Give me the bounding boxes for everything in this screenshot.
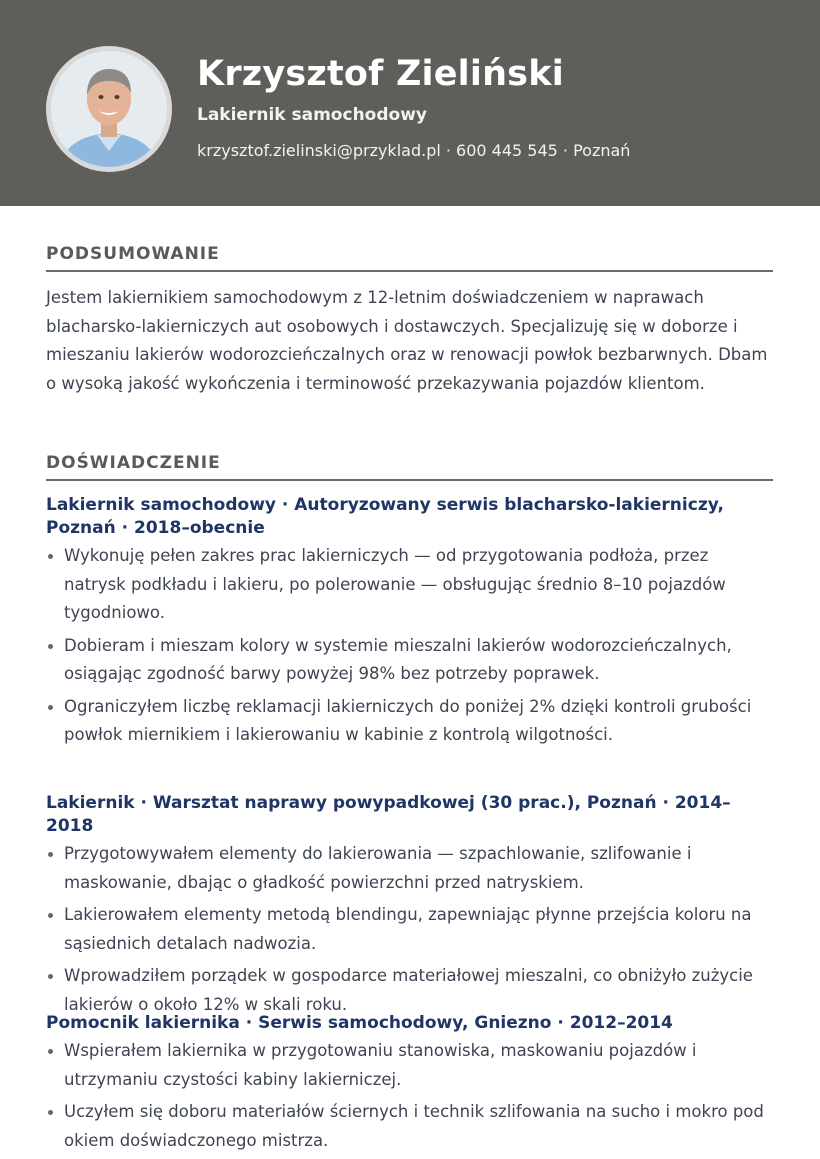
summary-heading: PODSUMOWANIE [46, 244, 773, 272]
experience-entry [46, 494, 773, 754]
list-item [46, 962, 773, 1019]
summary-text: Jestem lakiernikiem samochodowym z 12-letnim doświadczeniem w naprawach blacharsko-lakierniczych aut osobowych i dostawczych. Specjalizuję się w doborze i mieszaniu lakierów wodorozcieńczalnych oraz w renowacji powłok bezbarwnych. Dbam o wysoką jakość wykończenia i terminowość przekazywania pojazdów klientom. [46, 288, 768, 393]
job-bullet-list [46, 1037, 773, 1155]
bullet-icon [48, 1049, 53, 1054]
bullet-icon [48, 913, 53, 918]
list-item [46, 542, 773, 628]
list-item [46, 632, 773, 689]
list-item [46, 840, 773, 897]
bullet-text: Lakierowałem elementy metodą blendingu, zapewniając płynne przejścia koloru na sąsiednich detalach nadwozia. [64, 905, 752, 953]
list-item [46, 901, 773, 958]
profile-photo [51, 51, 167, 167]
list-item [46, 693, 773, 750]
candidate-name: Krzysztof Zieliński [197, 54, 564, 94]
bullet-icon [48, 1110, 53, 1115]
job-heading: Lakiernik samochodowy · Autoryzowany serwis blacharsko-lakierniczy, Poznań · 2018–obecnie [46, 495, 724, 538]
list-item [46, 1098, 773, 1155]
bullet-text: Ograniczyłem liczbę reklamacji lakierniczych do poniżej 2% dzięki kontroli grubości powłok miernikiem i lakierowaniu w kabinie z kontrolą wilgotności. [64, 696, 752, 744]
experience-entry [46, 792, 773, 1023]
job-bullet-list [46, 542, 773, 750]
bullet-icon [48, 705, 53, 710]
contact-line: krzysztof.zielinski@przyklad.pl · 600 445 545 · Poznań [197, 141, 631, 160]
bullet-text: Wykonuję pełen zakres prac lakierniczych — od przygotowania podłoża, przez natrysk podkładu i lakieru, po polerowanie — obsługując średnio 8–10 pojazdów tygodniowo. [64, 546, 726, 622]
bullet-text: Wprowadziłem porządek w gospodarce materiałowej mieszalni, co obniżyło zużycie lakierów o około 12% w skali roku. [64, 966, 753, 1014]
candidate-job-title: Lakiernik samochodowy [197, 105, 427, 125]
bullet-icon [48, 974, 53, 979]
bullet-icon [48, 852, 53, 857]
bullet-icon [48, 554, 53, 559]
profile-photo-frame [46, 46, 172, 172]
job-heading: Pomocnik lakiernika · Serwis samochodowy, Gniezno · 2012–2014 [46, 1013, 673, 1033]
experience-heading: DOŚWIADCZENIE [46, 453, 773, 481]
job-bullet-list [46, 840, 773, 1019]
bullet-text: Przygotowywałem elementy do lakierowania — szpachlowanie, szlifowanie i maskowanie, dbając o gładkość powierzchni przed natryskiem. [64, 844, 692, 892]
bullet-icon [48, 644, 53, 649]
bullet-text: Wspierałem lakiernika w przygotowaniu stanowiska, maskowaniu pojazdów i utrzymaniu czystości kabiny lakierniczej. [64, 1041, 697, 1089]
job-heading: Lakiernik · Warsztat naprawy powypadkowej (30 prac.), Poznań · 2014–2018 [46, 793, 731, 836]
list-item [46, 1037, 773, 1094]
resume-header [0, 0, 820, 206]
experience-entry [46, 1012, 773, 1159]
bullet-text: Uczyłem się doboru materiałów ściernych i technik szlifowania na sucho i mokro pod okiem doświadczonego mistrza. [64, 1102, 764, 1150]
bullet-text: Dobieram i mieszam kolory w systemie mieszalni lakierów wodorozcieńczalnych, osiągając zgodność barwy powyżej 98% bez potrzeby poprawek. [64, 635, 732, 683]
